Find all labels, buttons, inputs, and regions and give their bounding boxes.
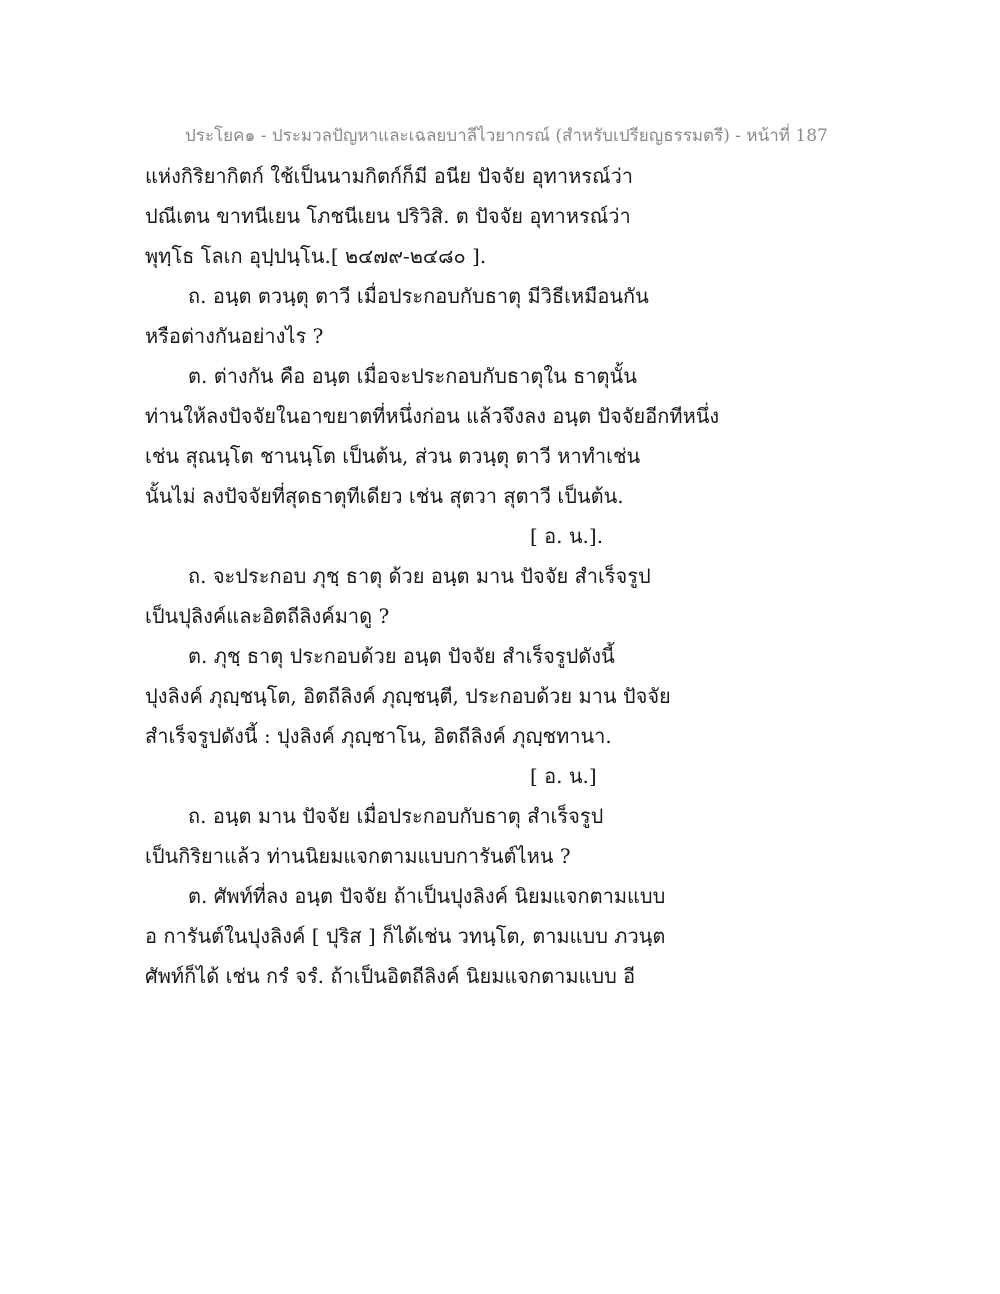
answer-line: ต. ศัพท์ที่ลง อนฺต ปัจจัย ถ้าเป็นปุงลิงค์ นิยมแจกตามแบบ — [188, 884, 666, 908]
text-line: เป็นปุลิงค์และอิตถีลิงค์มาดู ? — [145, 604, 390, 628]
text-line: สำเร็จรูปดังนี้ : ปุงลิงค์ ภุญฺชาโน, อิตถีลิงค์ ภุญฺชทานา. — [145, 724, 612, 748]
text-line: แห่งกิริยากิตก์ ใช้เป็นนามกิตก์ก็มี อนีย ปัจจัย อุทาหรณ์ว่า — [145, 164, 634, 188]
question-line: ถ. อนฺต มาน ปัจจัย เมื่อประกอบกับธาตุ สำเร็จรูป — [188, 804, 604, 828]
text-line: ปณีเตน ขาทนีเยน โภชนีเยน ปริวิสิ. ต ปัจจัย อุทาหรณ์ว่า — [145, 204, 631, 228]
question-line: ถ. จะประกอบ ภุชฺ ธาตุ ด้วย อนฺต มาน ปัจจัย สำเร็จรูป — [188, 564, 651, 588]
question-line: ถ. อนฺต ตวนฺตุ ตาวี เมื่อประกอบกับธาตุ มีวิธีเหมือนกัน — [188, 284, 649, 308]
text-line: อ การันต์ในปุงลิงค์ [ ปุริส ] ก็ได้เช่น วทนฺโต, ตามแบบ ภวนฺต — [145, 924, 666, 948]
body-text — [145, 156, 865, 996]
text-line: ท่านให้ลงปัจจัยในอาขยาตที่หนึ่งก่อน แล้วจึงลง อนฺต ปัจจัยอีกทีหนึ่ง — [145, 404, 720, 428]
answer-line: ต. ภุชฺ ธาตุ ประกอบด้วย อนฺต ปัจจัย สำเร็จรูปดังนี้ — [188, 644, 615, 668]
running-header: ประโยค๑ - ประมวลปัญหาและเฉลยบาลีไวยากรณ์ (สำหรับเปรียญธรรมตรี) - หน้าที่ 187 — [185, 126, 828, 146]
reference-note: [ อ. น.] — [530, 764, 597, 788]
text-line: พุทฺโธ โลเก อุปฺปนฺโน.[ ๒๔๗๙-๒๔๘๐ ]. — [145, 244, 487, 268]
text-line: เช่น สุณนฺโต ชานนฺโต เป็นต้น, ส่วน ตวนฺตุ ตาวี หาทำเช่น — [145, 444, 641, 468]
reference-note: [ อ. น.]. — [530, 524, 604, 548]
text-line: ศัพท์ก็ได้ เช่น กรํ จรํ. ถ้าเป็นอิตถีลิงค์ นิยมแจกตามแบบ อี — [145, 964, 636, 988]
text-line: ปุงลิงค์ ภุญฺชนฺโต, อิตถีลิงค์ ภุญฺชนฺตี, ประกอบด้วย มาน ปัจจัย — [145, 684, 671, 708]
text-line: นั้นไม่ ลงปัจจัยที่สุดธาตุทีเดียว เช่น สุตวา สุตาวี เป็นต้น. — [145, 484, 624, 508]
text-line: เป็นกิริยาแล้ว ท่านนิยมแจกตามแบบการันต์ไหน ? — [145, 844, 571, 868]
text-line: หรือต่างกันอย่างไร ? — [145, 324, 324, 348]
answer-line: ต. ต่างกัน คือ อนฺต เมื่อจะประกอบกับธาตุใน ธาตุนั้น — [188, 364, 637, 388]
